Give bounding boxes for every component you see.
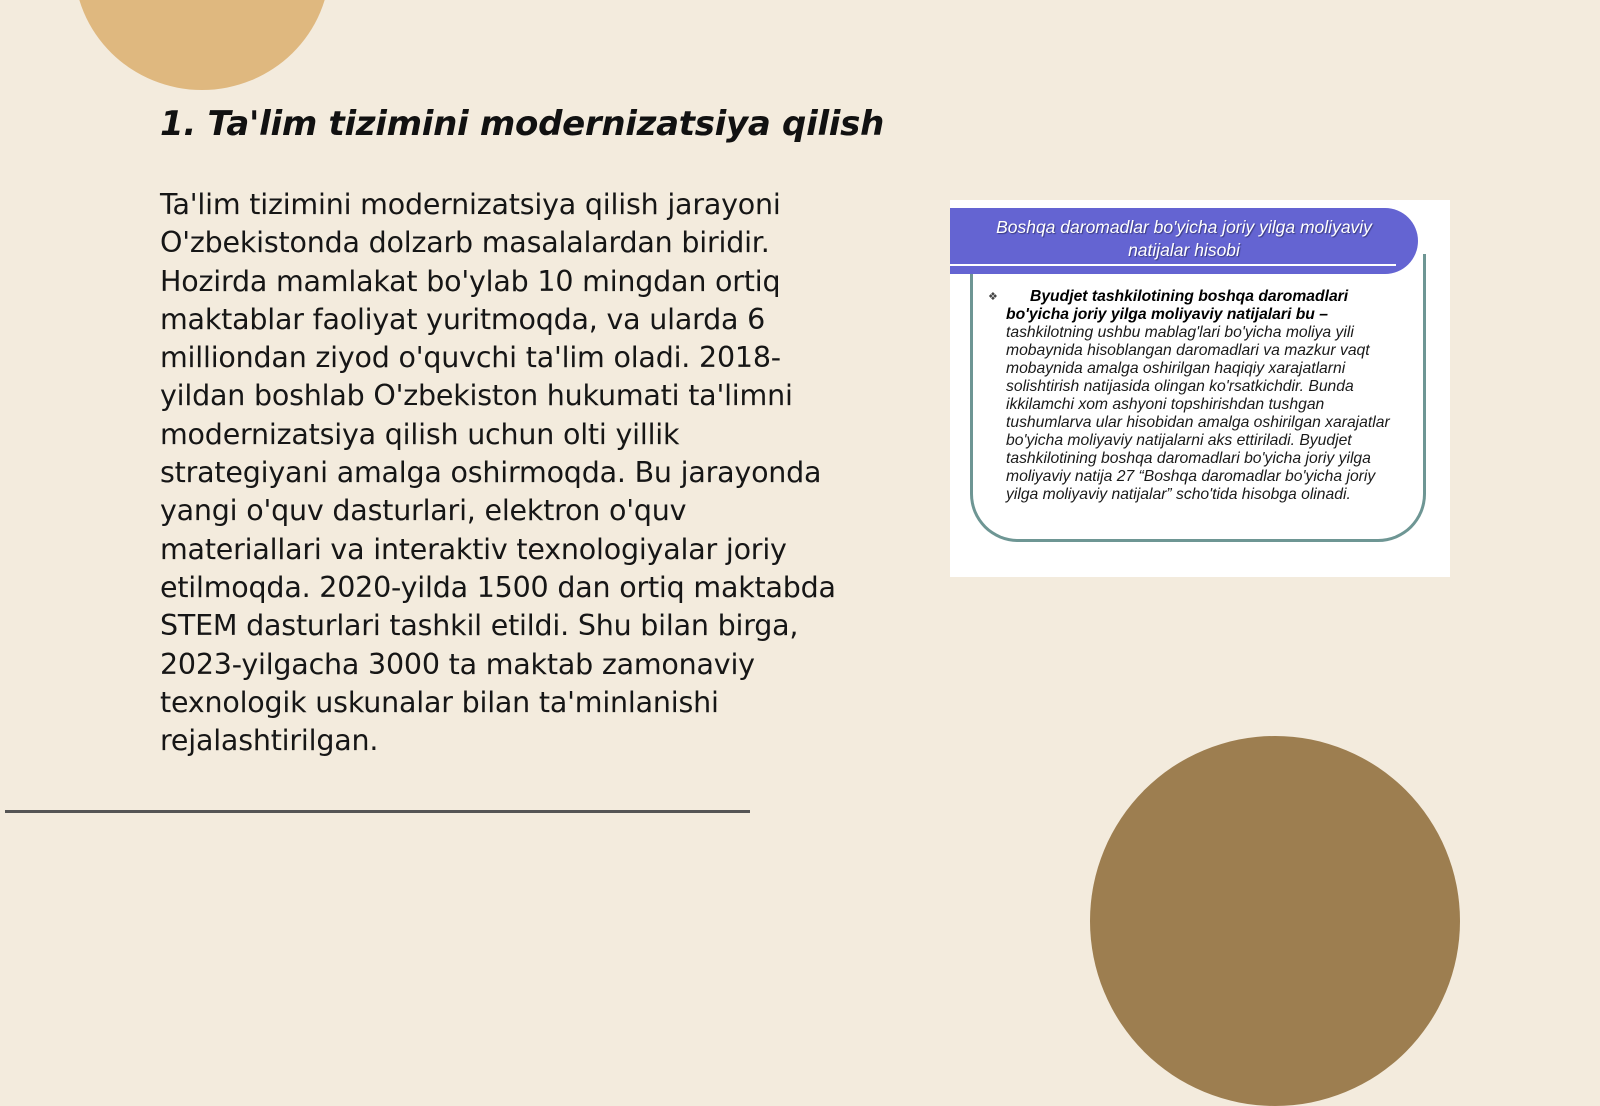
figure-lead-text: Byudjet tashkilotining boshqa daromadlari bo'yicha joriy yilga moliyaviy natijalari bu – xyxy=(1006,288,1349,323)
figure-header-text: Boshqa daromadlar bo'yicha joriy yilga moliyaviy natijalar hisobi xyxy=(996,217,1372,260)
divider-line xyxy=(5,810,750,813)
figure-header-underline xyxy=(950,264,1396,266)
slide-title: 1. Ta'lim tizimini modernizatsiya qilish xyxy=(160,104,884,144)
figure-content xyxy=(1006,288,1406,504)
figure-image xyxy=(950,200,1450,577)
diamond-bullet-icon: ❖ xyxy=(988,290,998,303)
decorative-circle-bottom xyxy=(1090,736,1460,1106)
body-paragraph: Ta'lim tizimini modernizatsiya qilish jarayoni O'zbekistonda dolzarb masalalardan biridir. Hozirda mamlakat bo'ylab 10 mingdan ortiq maktablar faoliyat yuritmoqda, va ularda 6 milliondan ziyod o'quvchi ta'lim oladi. 2018-yildan boshlab O'zbekiston hukumati ta'limni modernizatsiya qilish uchun olti yillik strategiyani amalga oshirmoqda. Bu jarayonda yangi o'quv dasturlari, elektron o'quv materiallari va interaktiv texnologiyalar joriy etilmoqda. 2020-yilda 1500 dan ortiq maktabda STEM dasturlari tashkil etildi. Shu bilan birga, 2023-yilgacha 3000 ta maktab zamonaviy texnologik uskunalar bilan ta'minlanishi rejalashtirilgan. xyxy=(160,188,836,758)
figure-body-text: tashkilotning ushbu mablag'lari bo'yicha moliya yili mobaynida hisoblangan daromadlari va mazkur vaqt mobaynida amalga oshirilgan haqiqiy xarajatlarni solishtirish natijasida olingan ko'rsatkichdir. Bunda ikkilamchi xom ashyoni topshirishdan tushgan tushumlarva ular hisobidan amalga oshirilgan xarajatlar bo'yicha moliyaviy natijalarni aks ettiriladi. Byudjet tashkilotining boshqa daromadlari bo'yicha joriy yilga moliyaviy natija 27 “Boshqa daromadlar bo'yicha joriy yilga moliyaviy natijalar” scho'tida hisobga olinadi. xyxy=(1006,324,1390,503)
decorative-circle-top xyxy=(74,0,330,90)
